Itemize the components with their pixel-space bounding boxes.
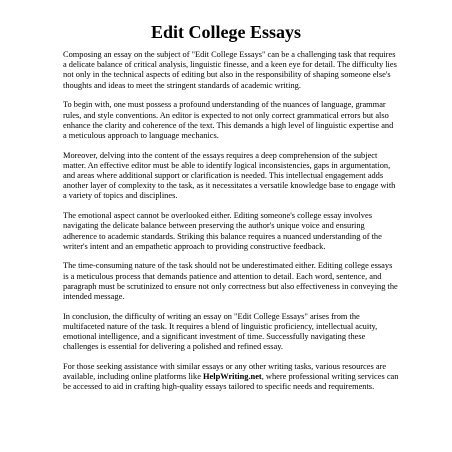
paragraph-language: To begin with, one must possess a profound understanding of the nuances of language, grammar rules, and style conventions. An editor is expected to not only correct grammatical errors but also enhance the clarity and coherence of the text. This demands a high level of linguistic expertise and a meticulous approach to language mechanics. (63, 100, 394, 140)
resources-text-before: For those seeking assistance with similar essays or any other writing tasks, various resources are available, including online platforms like (63, 362, 387, 382)
paragraph-emotional: The emotional aspect cannot be overlooked either. Editing someone's college essay involves navigating the delicate balance between preserving the author's unique voice and ensuring adherence to academic standards. Striking this balance requires a nuanced understanding of the writer's intent and an empathetic approach to providing constructive feedback. (63, 211, 382, 251)
paragraph-conclusion: In conclusion, the difficulty of writing an essay on "Edit College Essays" arises from the multifaceted nature of the task. It requires a blend of linguistic proficiency, intellectual acuity, emotional intelligence, and a significant investment of time. Successfully navigating these challenges is essential for delivering a polished and refined essay. (63, 311, 378, 352)
paragraph-resources (63, 362, 399, 393)
resources-text-after: , where professional writing services can be accessed to aid in crafting high-quality essays tailored to specific needs and requirements. (63, 372, 399, 392)
document-body (63, 50, 399, 402)
paragraph-time: The time-consuming nature of the task should not be underestimated either. Editing college essays is a meticulous process that demands patience and attention to detail. Each word, sentence, and paragraph must be scrutinized to ensure not only correctness but also effectiveness in conveying the intended message. (63, 261, 398, 302)
paragraph-intro: Composing an essay on the subject of "Edit College Essays" can be a challenging task that requires a delicate balance of critical analysis, linguistic finesse, and a keen eye for detail. The difficulty lies not only in the technical aspects of editing but also in the responsibility of shaping someone else's thoughts and ideas to meet the stringent standards of academic writing. (63, 50, 397, 90)
document-title: Edit College Essays (150, 22, 301, 42)
helpwriting-link[interactable]: HelpWriting.net (203, 372, 262, 382)
paragraph-content: Moreover, delving into the content of the essays requires a deep comprehension of the subject matter. An effective editor must be able to identify logical inconsistencies, gaps in argumentation, and areas where additional support or clarification is needed. This intellectual engagement adds another layer of complexity to the task, as it necessitates a versatile knowledge base to engage with a variety of topics and disciplines. (63, 150, 396, 201)
